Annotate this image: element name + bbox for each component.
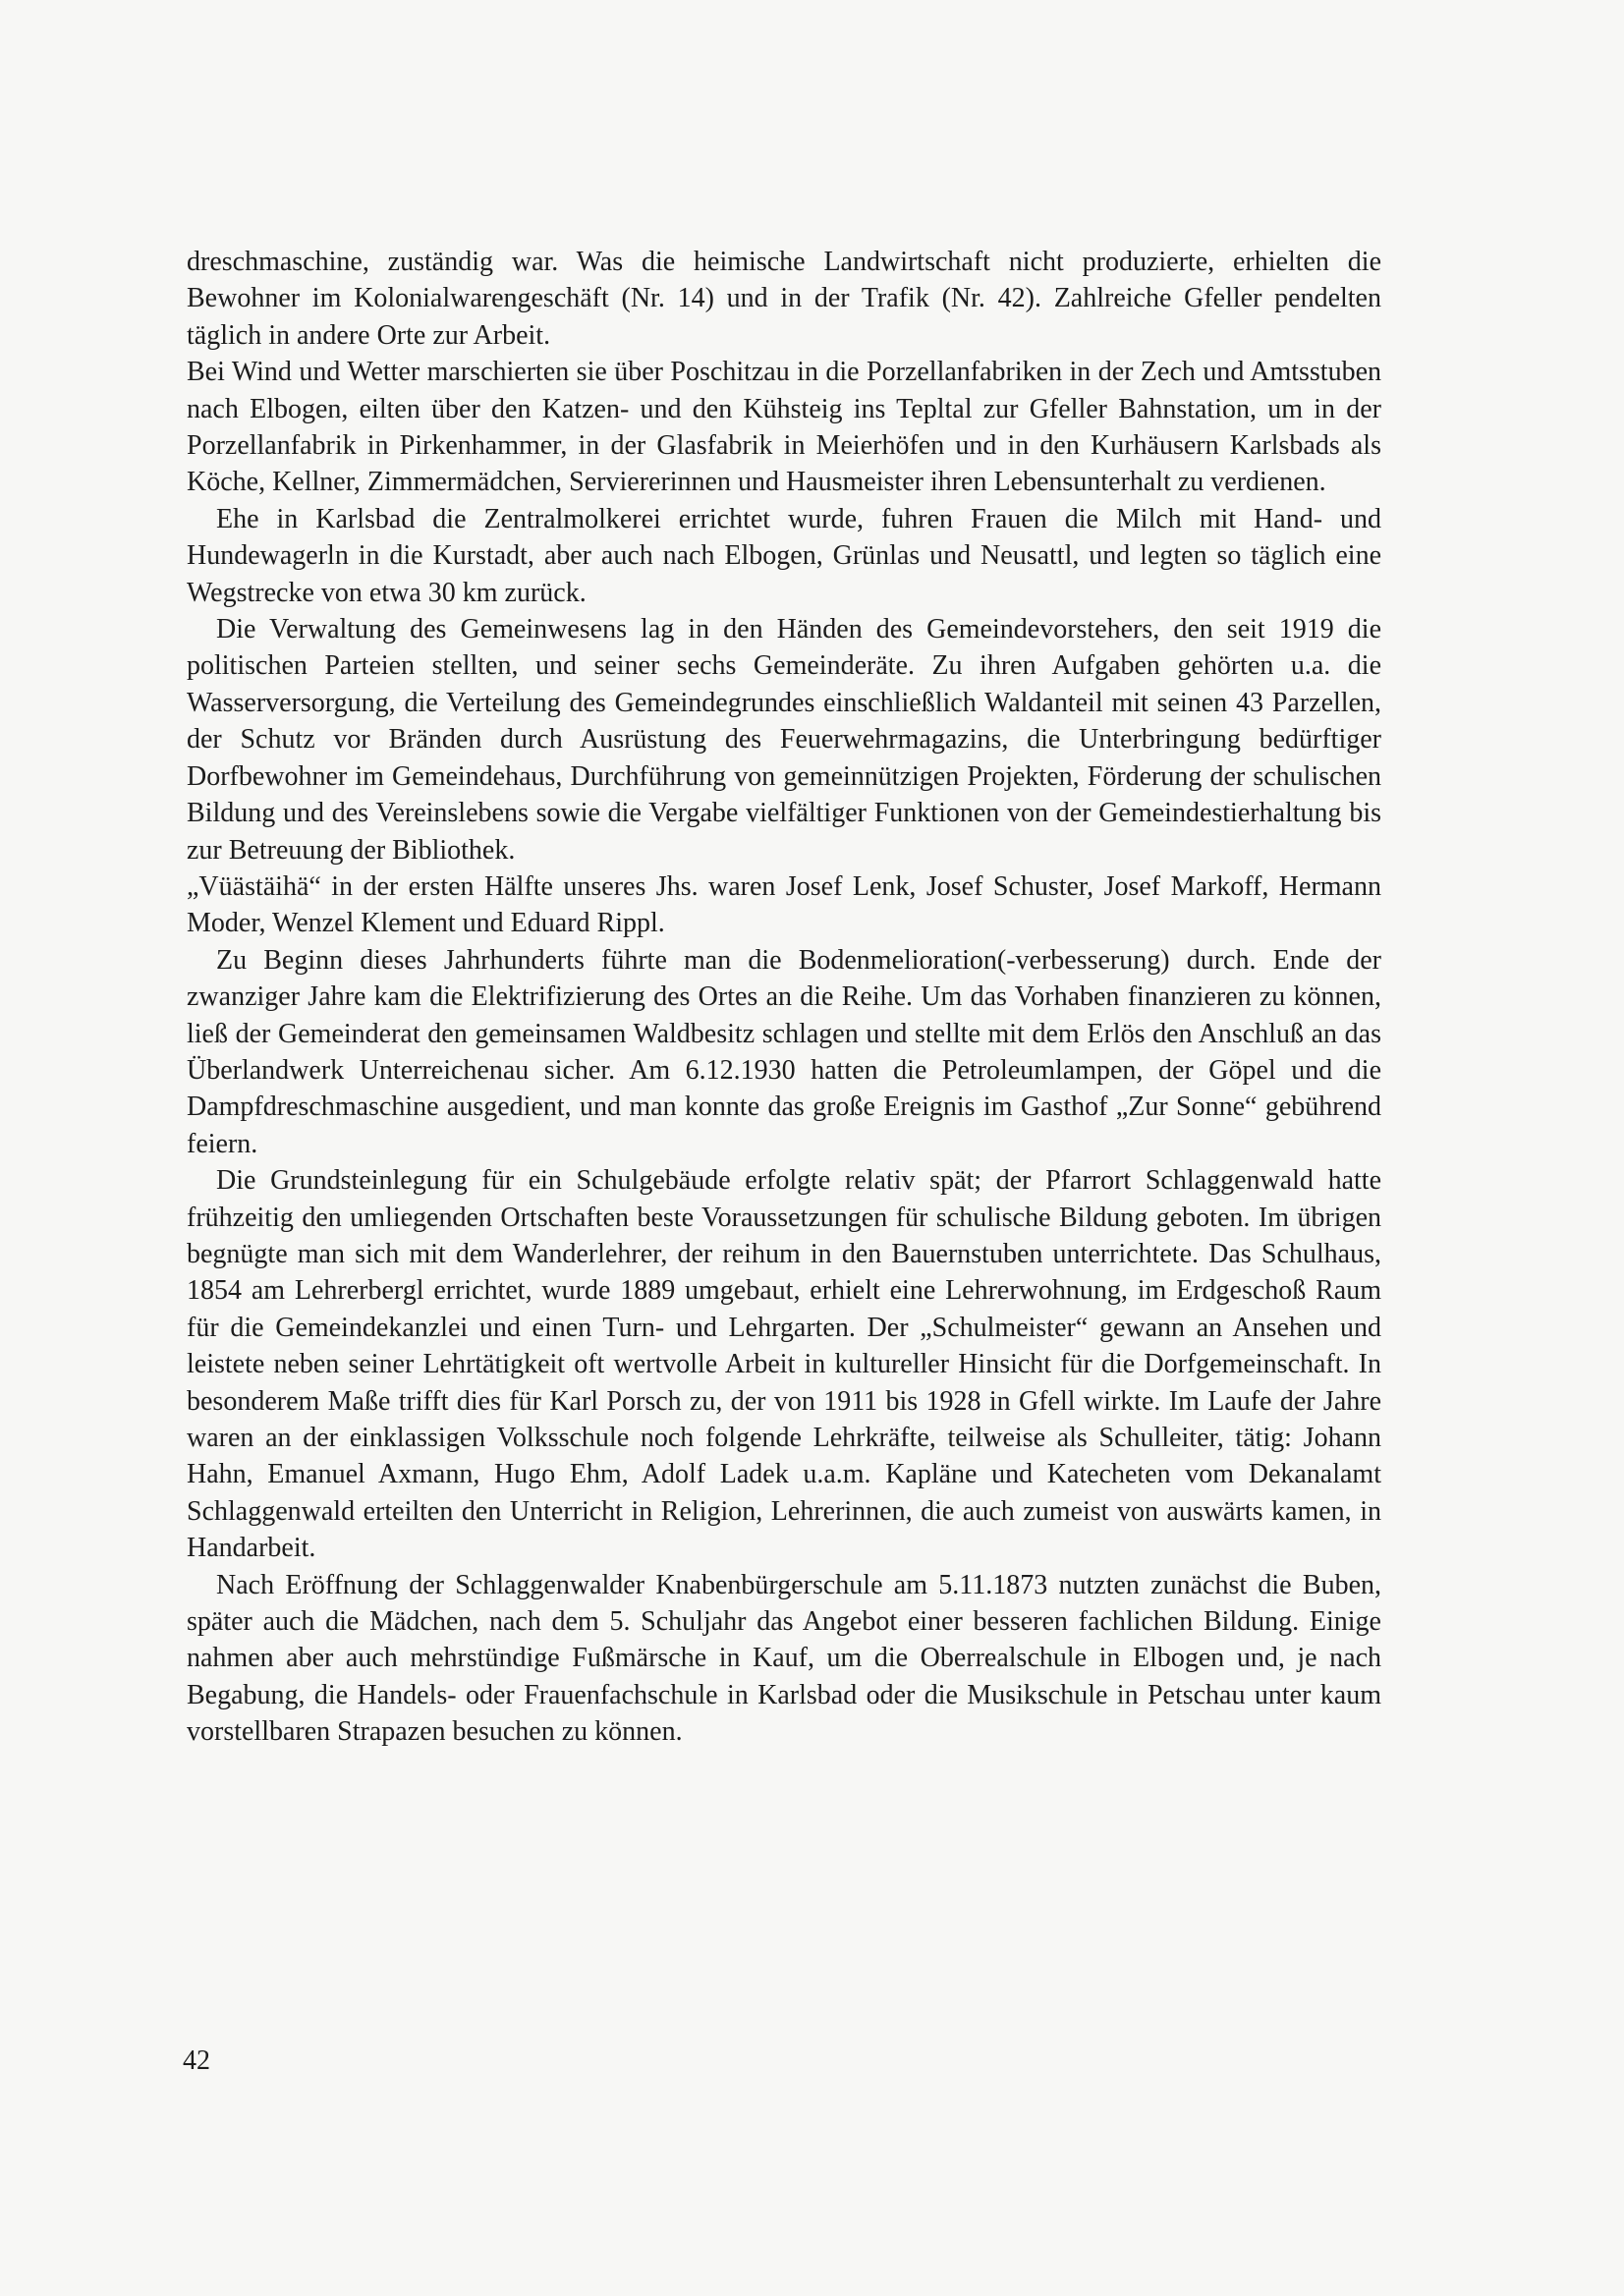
paragraph-7: Die Grundsteinlegung für ein Schulgebäude erfolgte relativ spät; der Pfarrort Schlaggenwald hatte frühzeitig den umliegenden Ortschaften beste Voraussetzungen für schulische Bildung geboten. Im übrigen begnügte man sich mit dem Wanderlehrer, der reihum in den Bauernstuben unterrichtete. Das Schulhaus, 1854 am Lehrerbergl errichtet, wurde 1889 umgebaut, erhielt eine Lehrerwohnung, im Erdgeschoß Raum für die Gemeindekanzlei und einen Turn- und Lehrgarten. Der „Schulmeister“ gewann an Ansehen und leistete neben seiner Lehrtätigkeit oft wertvolle Arbeit in kultureller Hinsicht für die Dorfgemeinschaft. In besonderem Maße trifft dies für Karl Porsch zu, der von 1911 bis 1928 in Gfell wirkte. Im Laufe der Jahre waren an der einklassigen Volksschule noch folgende Lehrkräfte, teilweise als Schulleiter, tätig: Johann Hahn, Emanuel Axmann, Hugo Ehm, Adolf Ladek u.a.m. Kapläne und Katecheten vom Dekanalamt Schlaggenwald erteilten den Unterricht in Religion, Lehrerinnen, die auch zumeist von auswärts kamen, in Handarbeit. bbox=[187, 1165, 1381, 1564]
paragraph-3: Ehe in Karlsbad die Zentralmolkerei errichtet wurde, fuhren Frauen die Milch mit Hand- und Hundewagerln in die Kurstadt, aber auch nach Elbogen, Grünlas und Neusattl, und legten so täglich eine Wegstrecke von etwa 30 km zurück. bbox=[187, 503, 1381, 608]
paragraph-4: Die Verwaltung des Gemeinwesens lag in den Händen des Gemeindevorstehers, den seit 1919 die politischen Parteien stellten, und seiner sechs Gemeinderäte. Zu ihren Aufgaben gehörten u.a. die Wasserversorgung, die Verteilung des Gemeindegrundes einschließlich Waldanteil mit seinen 43 Parzellen, der Schutz vor Bränden durch Ausrüstung des Feuerwehrmagazins, die Unterbringung bedürftiger Dorfbewohner im Gemeindehaus, Durchführung von gemeinnützigen Projekten, Förderung der schulischen Bildung und des Vereinslebens sowie die Vergabe vielfältiger Funktionen von der Gemeindestierhaltung bis zur Betreuung der Bibliothek. bbox=[187, 614, 1381, 866]
page-number: 42 bbox=[183, 2045, 210, 2076]
paragraph-8: Nach Eröffnung der Schlaggenwalder Knabenbürgerschule am 5.11.1873 nutzten zunächst die Buben, später auch die Mädchen, nach dem 5. Schuljahr das Angebot einer besseren fachlichen Bildung. Einige nahmen aber auch mehrstündige Fußmärsche in Kauf, um die Oberrealschule in Elbogen und, je nach Begabung, die Handels- oder Frauenfachschule in Karlsbad oder die Musikschule in Petschau unter kaum vorstellbaren Strapazen besuchen zu können. bbox=[187, 1569, 1381, 1748]
paragraph-5: „Vüästäihä“ in der ersten Hälfte unseres Jhs. waren Josef Lenk, Josef Schuster, Josef Markoff, Hermann Moder, Wenzel Klement und Eduard Rippl. bbox=[187, 870, 1381, 939]
body-text bbox=[187, 244, 1381, 1751]
paragraph-2: Bei Wind und Wetter marschierten sie über Poschitzau in die Porzellanfabriken in der Zech und Amtsstuben nach Elbogen, eilten über den Katzen- und den Kühsteig ins Tepltal zur Gfeller Bahnstation, um in der Porzellanfabrik in Pirkenhammer, in der Glasfabrik in Meierhöfen und in den Kurhäusern Karlsbads als Köche, Kellner, Zimmermädchen, Serviererinnen und Hausmeister ihren Lebensunterhalt zu verdienen. bbox=[187, 357, 1381, 498]
paragraph-6: Zu Beginn dieses Jahrhunderts führte man die Bodenmelioration(-verbesserung) durch. Ende der zwanziger Jahre kam die Elektrifizierung des Ortes an die Reihe. Um das Vorhaben finanzieren zu können, ließ der Gemeinderat den gemeinsamen Waldbesitz schlagen und stellte mit dem Erlös den Anschluß an das Überlandwerk Unterreichenau sicher. Am 6.12.1930 hatten die Petroleumlampen, der Göpel und die Dampfdreschmaschine ausgedient, und man konnte das große Ereignis im Gasthof „Zur Sonne“ gebührend feiern. bbox=[187, 944, 1381, 1159]
paragraph-1: dreschmaschine, zuständig war. Was die heimische Landwirtschaft nicht produzierte, erhielten die Bewohner im Kolonialwarengeschäft (Nr. 14) und in der Trafik (Nr. 42). Zahlreiche Gfeller pendelten täglich in andere Orte zur Arbeit. bbox=[187, 247, 1381, 351]
